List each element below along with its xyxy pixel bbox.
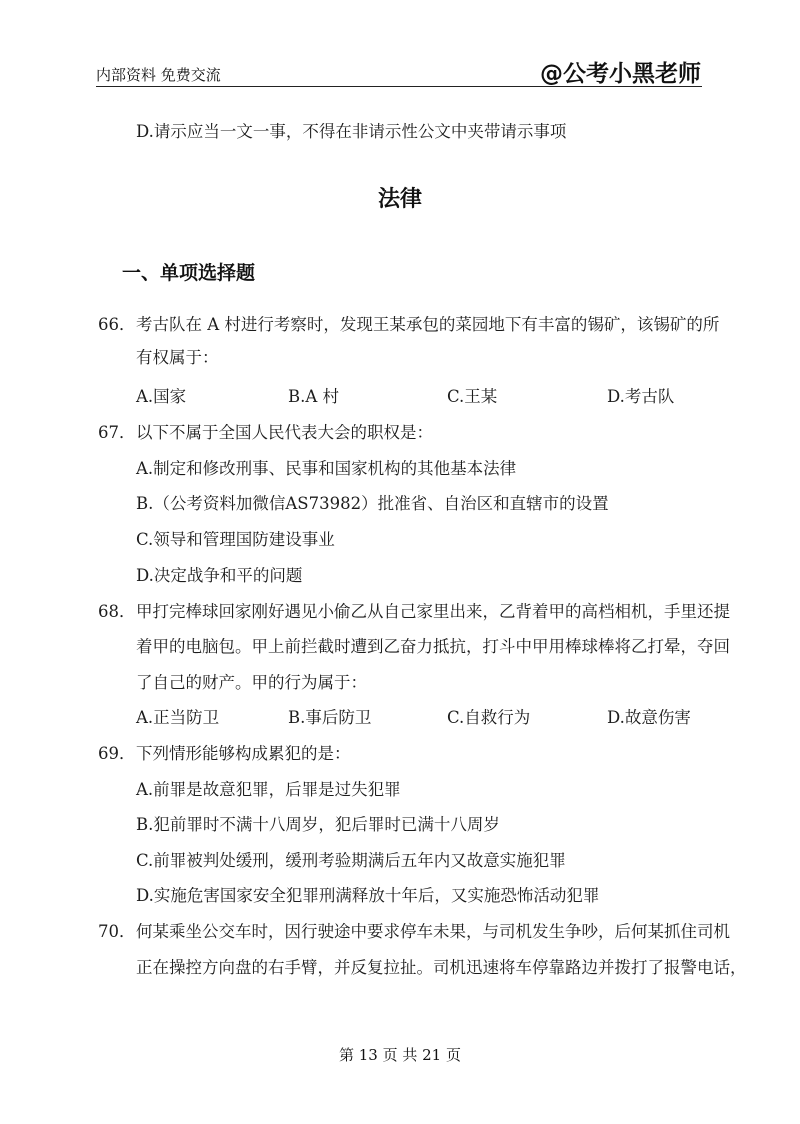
question-66-stem-line-2: 有权属于： <box>136 348 219 367</box>
question-66-option-c: C.王某 <box>447 387 498 406</box>
question-68-option-d: D.故意伤害 <box>607 708 691 727</box>
question-69-option-d: D.实施危害国家安全犯罪刑满释放十年后，又实施恐怖活动犯罪 <box>136 886 600 905</box>
question-67-option-c: C.领导和管理国防建设事业 <box>136 530 335 549</box>
question-67-number: 67． <box>98 423 136 442</box>
question-69-number: 69． <box>98 744 136 763</box>
question-69-option-a: A.前罪是故意犯罪，后罪是过失犯罪 <box>136 780 401 799</box>
header-rule <box>96 86 702 87</box>
question-68-stem-line-3: 了自己的财产。甲的行为属于： <box>136 673 367 692</box>
question-66-number: 66． <box>98 315 136 334</box>
question-70-number: 70． <box>98 922 136 941</box>
question-67-option-a: A.制定和修改刑事、民事和国家机构的其他基本法律 <box>136 459 517 478</box>
question-69-stem: 下列情形能够构成累犯的是： <box>136 744 351 763</box>
question-68-stem-line-1: 甲打完棒球回家刚好遇见小偷乙从自己家里出来，乙背着甲的高档相机，手里还提 <box>136 602 730 621</box>
question-66-option-b: B.A 村 <box>288 387 340 406</box>
question-67-option-b: B.（公考资料加微信AS73982）批准省、自治区和直辖市的设置 <box>136 494 609 513</box>
question-66-option-a: A.国家 <box>136 387 187 406</box>
question-68-option-a: A.正当防卫 <box>136 708 220 727</box>
question-68-stem-line-2: 着甲的电脑包。甲上前拦截时遭到乙奋力抵抗，打斗中甲用棒球棒将乙打晕，夺回 <box>136 637 730 656</box>
question-70-stem-line-2: 正在操控方向盘的右手臂，并反复拉扯。司机迅速将车停靠路边并拨打了报警电话， <box>136 958 747 977</box>
section-heading: 一、单项选择题 <box>122 262 256 284</box>
question-68-number: 68． <box>98 602 136 621</box>
question-68-option-b: B.事后防卫 <box>288 708 372 727</box>
header-left-text: 内部资料 免费交流 <box>96 66 221 84</box>
question-69-option-b: B.犯前罪时不满十八周岁，犯后罪时已满十八周岁 <box>136 815 500 834</box>
question-66-stem-line-1: 考古队在 A 村进行考察时，发现王某承包的菜园地下有丰富的锡矿，该锡矿的所 <box>136 315 720 334</box>
question-68-option-c: C.自救行为 <box>447 708 531 727</box>
question-69-option-c: C.前罪被判处缓刑，缓刑考验期满后五年内又故意实施犯罪 <box>136 851 566 870</box>
page-title: 法律 <box>377 187 422 212</box>
previous-question-option-d: D.请示应当一文一事，不得在非请示性公文中夹带请示事项 <box>136 122 567 141</box>
question-67-option-d: D.决定战争和平的问题 <box>136 566 303 585</box>
header-author-handle: @公考小黑老师 <box>540 61 701 87</box>
question-66-option-d: D.考古队 <box>607 387 675 406</box>
question-70-stem-line-1: 何某乘坐公交车时，因行驶途中要求停车未果，与司机发生争吵，后何某抓住司机 <box>136 922 730 941</box>
page-footer: 第 13 页 共 21 页 <box>338 1046 461 1064</box>
question-67-stem: 以下不属于全国人民代表大会的职权是： <box>136 423 433 442</box>
